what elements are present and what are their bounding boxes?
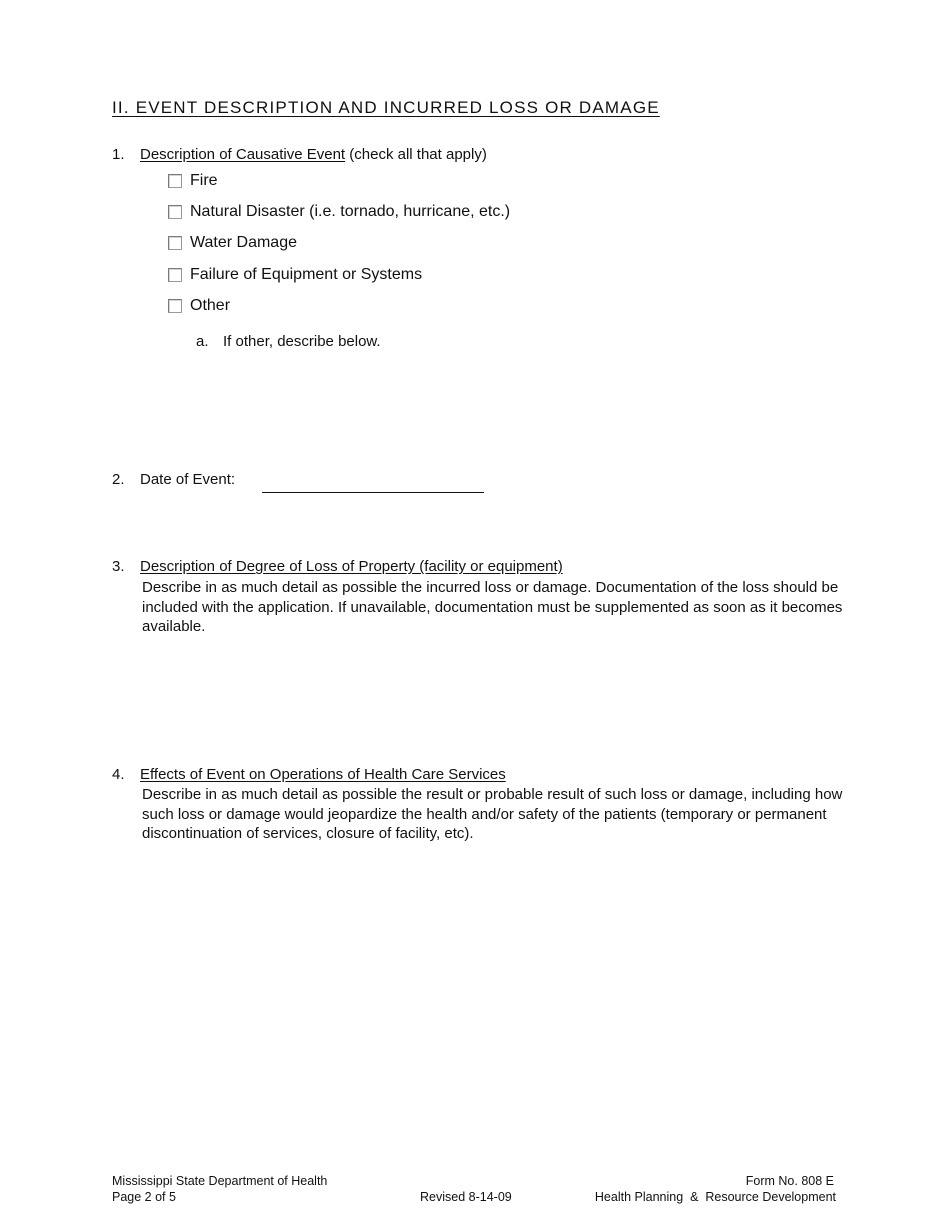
section-title: II. EVENT DESCRIPTION AND INCURRED LOSS OR DAMAGE <box>112 98 660 117</box>
checkbox-equipment-failure-row[interactable] <box>168 265 422 285</box>
checkbox-other-row[interactable] <box>168 296 230 316</box>
date-of-event-label: Date of Event: <box>140 471 236 488</box>
item-1a-text: If other, describe below. <box>223 333 381 350</box>
item-3-number: 3. <box>112 558 125 575</box>
footer-division: Health Planning & Resource Development <box>594 1190 836 1204</box>
checkbox-fire-label: Fire <box>190 172 218 189</box>
item-3-heading: Description of Degree of Loss of Property (facility or equipment) <box>140 558 563 575</box>
item-4-number: 4. <box>112 766 125 783</box>
footer-org: Mississippi State Department of Health <box>112 1174 328 1188</box>
item-1-heading-text: Description of Causative Event <box>140 146 346 163</box>
item-2-number: 2. <box>112 471 125 488</box>
item-1a <box>196 333 381 350</box>
footer-revised: Revised 8-14-09 <box>420 1190 512 1204</box>
item-1-heading-note: (check all that apply) <box>345 146 487 163</box>
checkbox-other[interactable] <box>168 299 182 313</box>
footer-page-number: Page 2 of 5 <box>112 1190 176 1204</box>
item-3-body: Describe in as much detail as possible the incurred loss or damage. Documentation of the loss should be included with the application. If unavailable, documentation must be supplemented as soon as it becomes available. <box>142 579 843 635</box>
checkbox-equipment-failure-label: Failure of Equipment or Systems <box>190 266 423 283</box>
checkbox-natural-disaster-label: Natural Disaster (i.e. tornado, hurricane, etc.) <box>190 203 511 220</box>
checkbox-other-label: Other <box>190 297 231 314</box>
checkbox-equipment-failure[interactable] <box>168 268 182 282</box>
checkbox-water-damage-label: Water Damage <box>190 234 297 251</box>
footer-form-number: Form No. 808 E <box>745 1174 834 1188</box>
date-of-event-field[interactable] <box>262 492 484 493</box>
checkbox-water-damage[interactable] <box>168 236 182 250</box>
checkbox-fire[interactable] <box>168 174 182 188</box>
item-4-body: Describe in as much detail as possible the result or probable result of such loss or damage, including how such loss or damage would jeopardize the health and/or safety of the patients (temporary or permanent discontinuation of services, closure of facility, etc). <box>142 786 843 842</box>
item-1-number: 1. <box>112 146 125 163</box>
checkbox-fire-row[interactable] <box>168 171 218 191</box>
item-1a-letter: a. <box>196 333 209 350</box>
item-1-heading <box>140 146 487 163</box>
item-4-heading: Effects of Event on Operations of Health Care Services <box>140 766 506 783</box>
checkbox-natural-disaster[interactable] <box>168 205 182 219</box>
checkbox-natural-disaster-row[interactable] <box>168 202 510 222</box>
checkbox-water-damage-row[interactable] <box>168 233 297 253</box>
